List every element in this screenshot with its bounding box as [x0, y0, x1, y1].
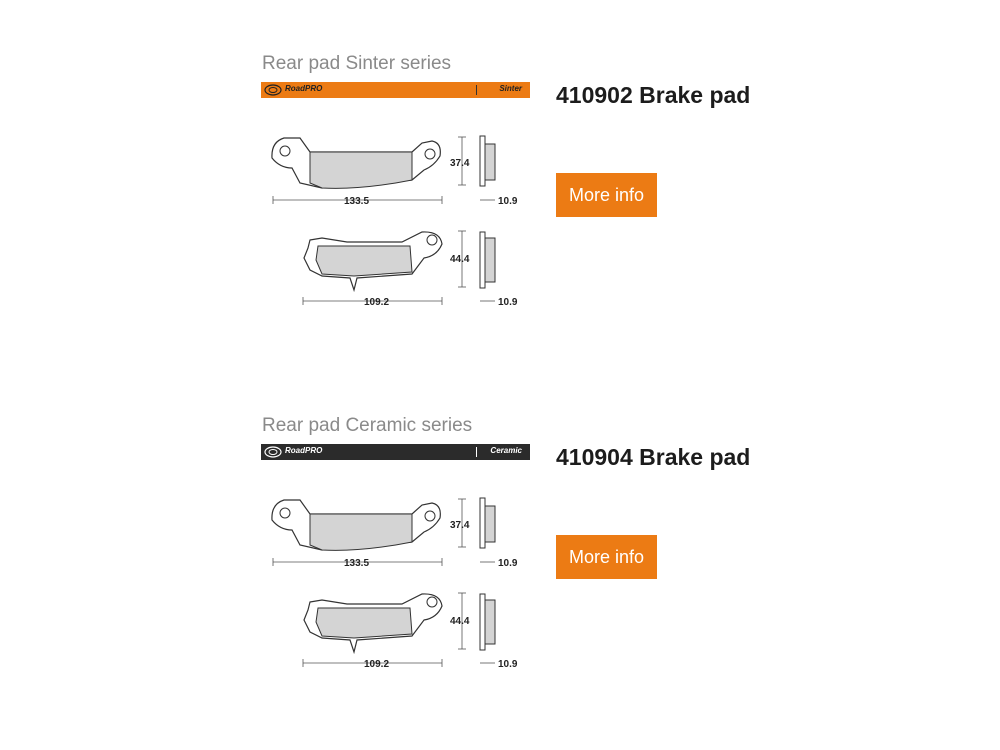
banner-series-label: Sinter	[499, 84, 522, 93]
product-card	[0, 362, 1000, 692]
banner-brand-label: RoadPRO	[285, 446, 323, 455]
banner-divider	[476, 447, 477, 457]
series-title: Rear pad Sinter series	[262, 53, 452, 74]
bottom-pad-thickness: 10.9	[498, 659, 518, 670]
brake-pad-diagram	[262, 128, 532, 313]
banner-series-label: Ceramic	[490, 446, 522, 455]
series-banner	[261, 82, 530, 98]
series-title: Rear pad Ceramic series	[262, 415, 473, 436]
bottom-pad-length: 109.2	[364, 297, 390, 308]
roadpro-logo-icon	[264, 446, 282, 458]
series-banner	[261, 444, 530, 460]
more-info-button[interactable]: More info	[556, 173, 657, 217]
bottom-pad-outline	[304, 594, 442, 652]
top-pad-thickness: 10.9	[498, 558, 518, 569]
bottom-pad-height: 44.4	[450, 254, 470, 265]
roadpro-logo-icon	[264, 84, 282, 96]
product-title[interactable]: 410902 Brake pad	[556, 82, 751, 108]
top-pad-outline	[272, 500, 440, 550]
top-pad-side-view	[480, 498, 495, 548]
brake-pad-diagram	[262, 490, 532, 675]
bottom-pad-side-view	[480, 232, 495, 288]
top-pad-thickness: 10.9	[498, 196, 518, 207]
top-pad-length: 133.5	[344, 196, 370, 207]
product-card	[0, 0, 1000, 330]
top-pad-height: 37.4	[450, 520, 470, 531]
bottom-pad-height: 44.4	[450, 616, 470, 627]
more-info-button[interactable]: More info	[556, 535, 657, 579]
banner-divider	[476, 85, 477, 95]
bottom-pad-side-view	[480, 594, 495, 650]
banner-brand-label: RoadPRO	[285, 84, 323, 93]
top-pad-length: 133.5	[344, 558, 370, 569]
bottom-pad-length: 109.2	[364, 659, 390, 670]
bottom-pad-thickness: 10.9	[498, 297, 518, 308]
top-pad-height: 37.4	[450, 158, 470, 169]
top-pad-side-view	[480, 136, 495, 186]
product-title[interactable]: 410904 Brake pad	[556, 444, 751, 470]
bottom-pad-outline	[304, 232, 442, 290]
top-pad-outline	[272, 138, 440, 188]
